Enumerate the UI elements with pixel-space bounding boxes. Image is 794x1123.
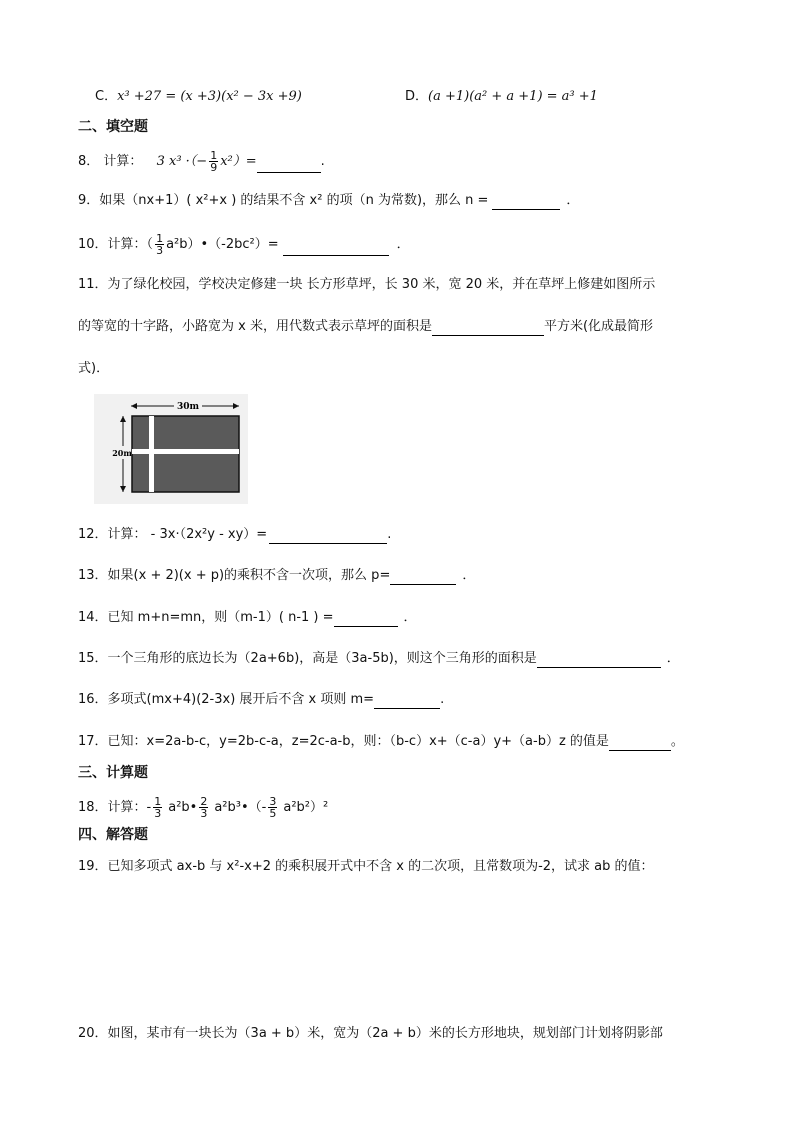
fraction: $\frac{1}{3}$ (154, 795, 162, 820)
horizontal-path (132, 449, 239, 454)
question-11-line-3: 式)． (78, 361, 110, 376)
answer-blank[interactable] (283, 241, 389, 256)
fraction: $\frac{3}{5}$ (269, 795, 277, 820)
answer-blank[interactable] (609, 736, 671, 751)
fraction: $\frac{2}{3}$ (200, 795, 208, 820)
question-14: 14．已知 m+n=mn，则（m-1）( n-1 ) = ． (78, 610, 417, 625)
question-11-line-1: 11．为了绿化校园，学校决定修建一块 长方形草坪，长 30 米，宽 20 米，并在草坪上修建如图所示 (78, 277, 656, 292)
arrow-down-icon (120, 486, 126, 492)
answer-blank[interactable] (374, 694, 440, 709)
width-label: 30m (176, 402, 200, 412)
question-15: 15．一个三角形的底边长为（2a+6b)，高是（3a-5b)，则这个三角形的面积是 ． (78, 651, 680, 666)
q7-option-d: D．(a +1)(a² + a +1) = a³ +1 (405, 89, 598, 104)
answer-blank[interactable] (492, 195, 560, 210)
question-12: 12．计算： - 3x·（2x²y - xy）= . (78, 527, 392, 542)
arrow-right-icon (233, 403, 239, 409)
section-fill-in: 二、填空题 (78, 119, 148, 135)
answer-blank[interactable] (269, 529, 387, 544)
answer-blank[interactable] (257, 158, 321, 173)
answer-blank[interactable] (432, 321, 544, 336)
question-17: 17．已知：x=2a-b-c，y=2b-c-a，z=2c-a-b，则：（b-c）x+（c-a）y+（a-b）z 的值是 。 (78, 734, 684, 749)
q7-option-c: C．x³ +27 = (x +3)(x² − 3x +9) (95, 89, 302, 104)
arrow-up-icon (120, 416, 126, 422)
answer-blank[interactable] (334, 612, 398, 627)
question-20: 20．如图，某市有一块长为（3a + b）米，宽为（2a + b）米的长方形地块，规划部门计划将阴影部 (78, 1026, 663, 1041)
answer-blank[interactable] (537, 653, 661, 668)
lawn-figure (94, 394, 248, 504)
question-8: 8． 计算： 3 x³ ·（− $\frac{1}{9}$ x²）= . (78, 149, 325, 174)
question-13: 13．如果(x + 2)(x + p)的乘积不含一次项，那么 p= ． (78, 568, 476, 583)
lawn-diagram (94, 394, 248, 504)
question-16: 16．多项式(mx+4)(2-3x) 展开后不含 x 项则 m= . (78, 692, 445, 707)
question-9: 9．如果（nx+1）( x²+x ) 的结果不含 x² 的项（n 为常数)，那么 n = ． (78, 193, 580, 208)
arrow-left-icon (131, 403, 137, 409)
answer-blank[interactable] (390, 570, 456, 585)
height-label: 20m (112, 448, 132, 458)
fraction: $\frac{1}{9}$ (210, 149, 218, 174)
fraction: $\frac{1}{3}$ (156, 232, 164, 257)
section-calculation: 三、计算题 (78, 765, 148, 781)
question-19: 19．已知多项式 ax-b 与 x²-x+2 的乘积展开式中不含 x 的二次项，且常数项为-2，试求 ab 的值： (78, 859, 654, 874)
question-11-line-2: 的等宽的十字路，小路宽为 x 米，用代数式表示草坪的面积是 平方米(化成最简形 (78, 319, 654, 334)
question-18: 18．计算：- $\frac{1}{3}$ a²b• $\frac{2}{3}$ a²b³•（- $\frac{3}{5}$ a²b²）² (78, 795, 329, 820)
question-10: 10．计算：（ $\frac{1}{3}$ a²b）•（-2bc²）= ． (78, 232, 410, 257)
section-answer: 四、解答题 (78, 827, 148, 843)
